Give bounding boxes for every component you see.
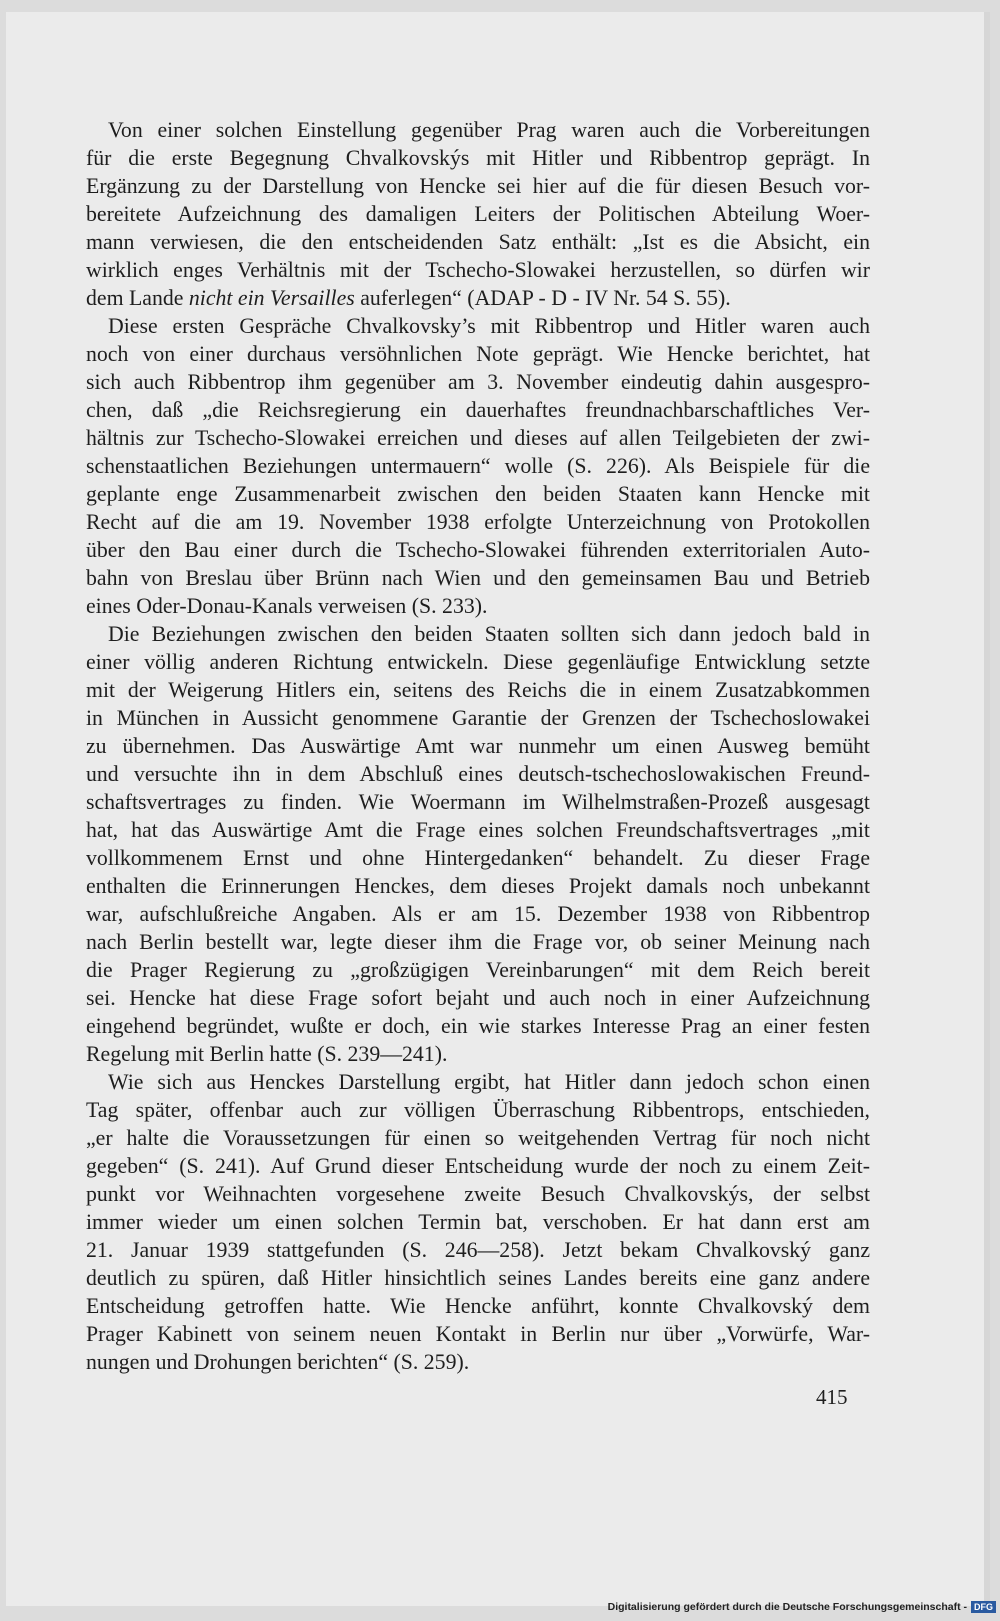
- text-line: gegeben“ (S. 241). Auf Grund dieser Entscheidung wurde der noch zu einem Zeit-: [86, 1154, 870, 1178]
- text-line: hältnis zur Tschecho-Slowakei erreichen und dieses auf allen Teilgebieten der zwi-: [86, 426, 870, 450]
- text-run: dem Lande: [86, 286, 189, 310]
- text-line: [86, 284, 870, 312]
- text-line: noch von einer durchaus versöhnlichen Note geprägt. Wie Hencke berichtet, hat: [86, 342, 870, 366]
- text-line: einer völlig anderen Richtung entwickeln. Diese gegenläufige Entwicklung setzte: [86, 650, 870, 674]
- text-line: zu übernehmen. Das Auswärtige Amt war nunmehr um einen Ausweg bemüht: [86, 734, 870, 758]
- italic-emphasis: nicht ein Versailles: [188, 286, 355, 310]
- text-line: war, aufschlußreiche Angaben. Als er am 15. Dezember 1938 von Ribbentrop: [86, 902, 870, 926]
- dfg-logo: DFG: [971, 1601, 996, 1613]
- text-line: schenstaatlichen Beziehungen untermauern“ wolle (S. 226). Als Beispiele für die: [86, 454, 870, 478]
- text-line: nach Berlin bestellt war, legte dieser ihm die Frage vor, ob seiner Meinung nach: [86, 930, 870, 954]
- text-line: eingehend begründet, wußte er doch, ein wie starkes Interesse Prag an einer festen: [86, 1014, 870, 1038]
- text-line: chen, daß „die Reichsregierung ein dauerhaftes freundnachbarschaftliches Ver-: [86, 398, 870, 422]
- text-line: über den Bau einer durch die Tschecho-Slowakei führenden exterritorialen Auto-: [86, 538, 870, 562]
- text-line: eines Oder-Donau-Kanals verweisen (S. 233).: [86, 594, 488, 618]
- text-line: die Prager Regierung zu „großzügigen Vereinbarungen“ mit dem Reich bereit: [86, 958, 870, 982]
- text-line: sei. Hencke hat diese Frage sofort bejaht und auch noch in einer Aufzeichnung: [86, 986, 870, 1010]
- credit-text: Digitalisierung gefördert durch die Deutsche Forschungsgemeinschaft -: [607, 1601, 967, 1613]
- body-text: [86, 116, 870, 1376]
- document-page: [6, 12, 990, 1606]
- text-line: Ergänzung zu der Darstellung von Hencke sei hier auf die für diesen Besuch vor-: [86, 174, 870, 198]
- digitization-credit: [600, 1596, 996, 1618]
- text-line: Wie sich aus Henckes Darstellung ergibt, hat Hitler dann jedoch schon einen: [108, 1070, 870, 1094]
- page-number: 415: [816, 1385, 848, 1409]
- text-run: auferlegen“ (ADAP - D - IV Nr. 54 S. 55).: [354, 286, 731, 310]
- text-line: bereitete Aufzeichnung des damaligen Leiters der Politischen Abteilung Woer-: [86, 202, 870, 226]
- text-line: bahn von Breslau über Brünn nach Wien und den gemeinsamen Bau und Betrieb: [86, 566, 870, 590]
- text-line: vollkommenem Ernst und ohne Hintergedanken“ behandelt. Zu dieser Frage: [86, 846, 870, 870]
- text-line: in München in Aussicht genommene Garantie der Grenzen der Tschechoslowakei: [86, 706, 870, 730]
- text-line: Von einer solchen Einstellung gegenüber Prag waren auch die Vorbereitungen: [108, 118, 870, 142]
- text-line: punkt vor Weihnachten vorgesehene zweite Besuch Chvalkovskýs, der selbst: [86, 1182, 870, 1206]
- text-line: nungen und Drohungen berichten“ (S. 259).: [86, 1350, 470, 1374]
- text-line: Entscheidung getroffen hatte. Wie Hencke anführt, konnte Chvalkovský dem: [86, 1294, 870, 1318]
- text-line: wirklich enges Verhältnis mit der Tschecho-Slowakei herzustellen, so dürfen wir: [86, 258, 870, 282]
- text-line: deutlich zu spüren, daß Hitler hinsichtlich seines Landes bereits eine ganz andere: [86, 1266, 870, 1290]
- text-line: schaftsvertrages zu finden. Wie Woermann im Wilhelmstraßen-Prozeß ausgesagt: [86, 790, 870, 814]
- text-line: Tag später, offenbar auch zur völligen Überraschung Ribbentrops, entschieden,: [86, 1098, 870, 1122]
- text-line: und versuchte ihn in dem Abschluß eines deutsch-tschechoslowakischen Freund-: [86, 762, 870, 786]
- text-line: hat, hat das Auswärtige Amt die Frage eines solchen Freundschaftsvertrages „mit: [86, 818, 870, 842]
- text-line: geplante enge Zusammenarbeit zwischen den beiden Staaten kann Hencke mit: [86, 482, 870, 506]
- text-line: Recht auf die am 19. November 1938 erfolgte Unterzeichnung von Protokollen: [86, 510, 870, 534]
- text-line: Die Beziehungen zwischen den beiden Staaten sollten sich dann jedoch bald in: [108, 622, 870, 646]
- text-line: „er halte die Voraussetzungen für einen so weitgehenden Vertrag für noch nicht: [86, 1126, 870, 1150]
- text-line: enthalten die Erinnerungen Henckes, dem dieses Projekt damals noch unbekannt: [86, 874, 870, 898]
- paragraph: [86, 312, 870, 620]
- paragraph: [86, 1068, 870, 1376]
- text-line: mit der Weigerung Hitlers ein, seitens des Reichs die in einem Zusatzabkommen: [86, 678, 870, 702]
- text-line: Regelung mit Berlin hatte (S. 239—241).: [86, 1042, 448, 1066]
- text-line: immer wieder um einen solchen Termin bat, verschoben. Er hat dann erst am: [86, 1210, 870, 1234]
- text-line: mann verwiesen, die den entscheidenden Satz enthält: „Ist es die Absicht, ein: [86, 230, 870, 254]
- text-line: Diese ersten Gespräche Chvalkovsky’s mit Ribbentrop und Hitler waren auch: [108, 314, 870, 338]
- text-line: sich auch Ribbentrop ihm gegenüber am 3. November eindeutig dahin ausgespro-: [86, 370, 870, 394]
- text-line: Prager Kabinett von seinem neuen Kontakt in Berlin nur über „Vorwürfe, War-: [86, 1322, 870, 1346]
- paragraph: [86, 116, 870, 312]
- text-line: 21. Januar 1939 stattgefunden (S. 246—258). Jetzt bekam Chvalkovský ganz: [86, 1238, 870, 1262]
- text-line: für die erste Begegnung Chvalkovskýs mit Hitler und Ribbentrop geprägt. In: [86, 146, 870, 170]
- paragraph: [86, 620, 870, 1068]
